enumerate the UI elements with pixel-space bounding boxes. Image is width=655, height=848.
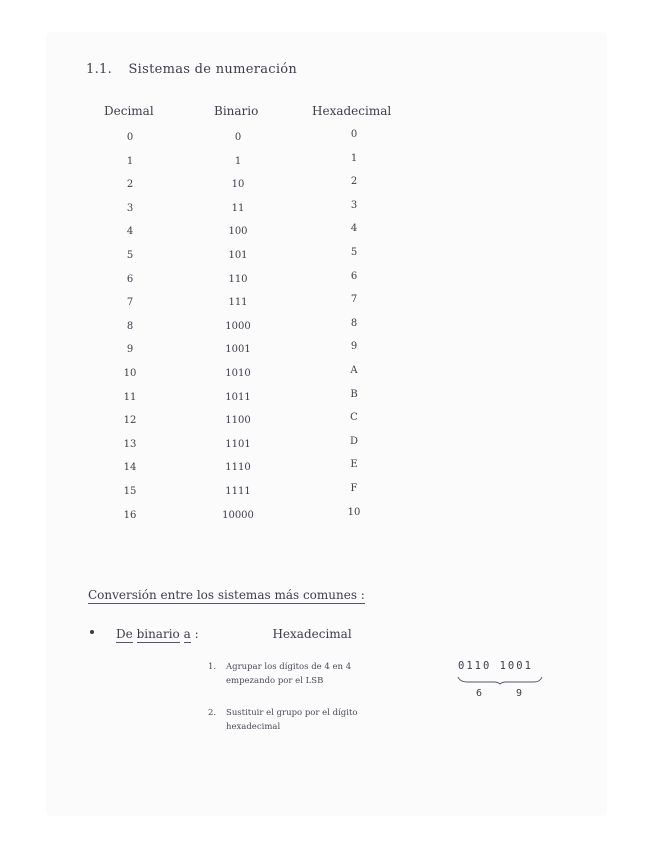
table-cell-decimal: 1 [126, 155, 134, 167]
table-cell-binary: 110 [228, 273, 248, 285]
header-hexadecimal: Hexadecimal [312, 104, 392, 118]
table-cell-binary: 1111 [225, 486, 251, 497]
table-cell-hex: 1 [350, 152, 358, 164]
table-cell-decimal: 13 [123, 438, 137, 450]
table-cell-hex: E [350, 459, 358, 471]
step-1-line1: Agrupar los dígitos de 4 en 4 [226, 662, 352, 672]
table-cell-decimal: 7 [126, 297, 134, 309]
rule-to: Hexadecimal [272, 627, 352, 641]
table-cell-decimal: 6 [126, 273, 134, 285]
table-cell-binary: 1 [234, 155, 242, 167]
rule-a: a [183, 627, 191, 641]
conversion-rule-heading [116, 627, 352, 641]
example-hex-digit-1: 6 [476, 688, 483, 699]
section-number: 1.1. [86, 62, 113, 77]
table-cell-binary: 1011 [225, 391, 251, 403]
table-cell-hex: 2 [350, 176, 358, 188]
table-cell-decimal: 10 [123, 368, 137, 379]
conversion-heading [88, 588, 365, 602]
table-cell-decimal: 8 [126, 320, 134, 332]
table-cell-hex: A [350, 365, 358, 376]
rule-colon: : [194, 627, 199, 641]
rule-prefix: De [116, 627, 133, 641]
table-cell-binary: 1001 [225, 344, 251, 356]
conversion-heading-text: Conversión entre los sistemas más comunes : [88, 588, 365, 602]
step-2-line1: Sustituir el grupo por el dígito [226, 708, 358, 718]
table-cell-hex: D [349, 435, 359, 447]
table-cell-binary: 1000 [225, 320, 251, 332]
table-cell-hex: 8 [350, 317, 358, 329]
table-cell-hex: C [350, 412, 358, 424]
table-cell-hex: 3 [350, 199, 358, 211]
table-cell-hex: 10 [347, 506, 361, 518]
table-cell-binary: 100 [228, 226, 248, 238]
step-1-line2: empezando por el LSB [226, 676, 324, 686]
table-cell-hex: 4 [350, 223, 358, 235]
step-1-number: 1. [208, 662, 217, 672]
table-cell-decimal: 11 [123, 391, 137, 403]
table-cell-binary: 0 [234, 132, 242, 143]
table-cell-hex: B [350, 388, 358, 400]
header-decimal: Decimal [104, 104, 154, 118]
table-cell-binary: 1110 [225, 462, 251, 474]
table-cell-decimal: 5 [126, 250, 134, 261]
table-cell-binary: 101 [228, 250, 248, 261]
table-cell-decimal: 2 [126, 179, 134, 191]
table-cell-decimal: 12 [123, 415, 137, 427]
table-cell-hex: 9 [350, 341, 358, 353]
table-cell-binary: 11 [231, 202, 245, 214]
table-cell-binary: 10 [231, 179, 245, 191]
table-cell-decimal: 4 [126, 226, 134, 238]
rule-from: binario [136, 627, 180, 641]
table-cell-binary: 1010 [225, 368, 251, 379]
table-cell-decimal: 15 [123, 486, 137, 497]
table-cell-hex: 0 [350, 129, 358, 140]
table-cell-decimal: 3 [126, 202, 134, 214]
table-cell-hex: 6 [350, 270, 358, 282]
bullet-dot [90, 630, 94, 634]
example-hex-digit-2: 9 [516, 688, 523, 699]
step-2-line2: hexadecimal [226, 722, 281, 732]
table-cell-binary: 10000 [222, 509, 254, 521]
table-cell-binary: 111 [228, 297, 248, 309]
table-cell-decimal: 16 [123, 509, 137, 521]
table-cell-decimal: 0 [126, 132, 134, 143]
section-title-text: Sistemas de numeración [128, 62, 298, 77]
table-cell-hex: 7 [350, 294, 358, 306]
header-binario: Binario [214, 104, 259, 118]
step-2 [208, 706, 357, 734]
table-cell-binary: 1100 [225, 415, 251, 427]
table-cell-hex: F [350, 483, 358, 494]
step-2-number: 2. [208, 708, 217, 718]
section-title [86, 62, 297, 77]
example-binary: 0110 1001 [458, 660, 533, 672]
table-cell-decimal: 9 [126, 344, 134, 356]
step-1 [208, 660, 351, 688]
table-cell-decimal: 14 [123, 462, 137, 474]
grouping-brace [456, 675, 546, 685]
table-cell-binary: 1101 [225, 438, 251, 450]
table-cell-hex: 5 [350, 247, 358, 258]
